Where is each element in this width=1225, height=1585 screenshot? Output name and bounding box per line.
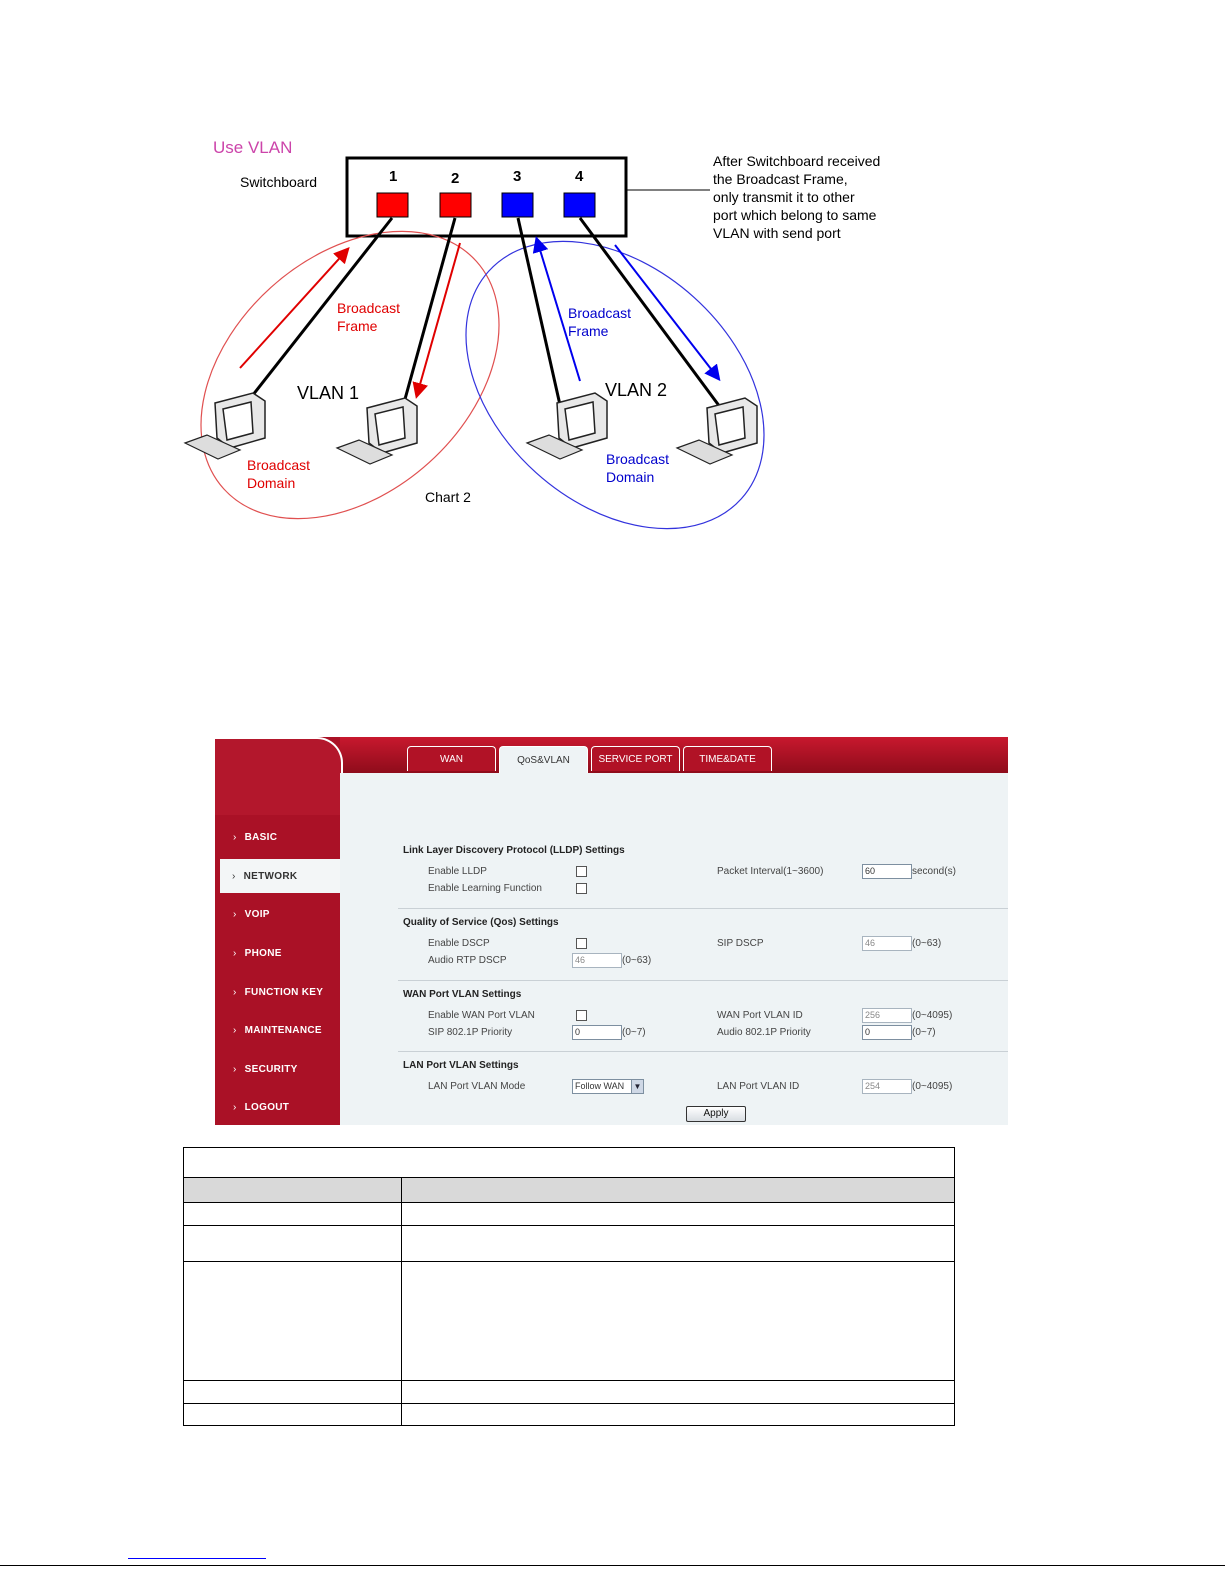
sip-priority-label: SIP 802.1P Priority: [428, 1027, 513, 1038]
frame-label-left-2: Frame: [337, 318, 378, 334]
sip-priority-input[interactable]: 0: [572, 1025, 622, 1040]
sidebar-header: [215, 737, 343, 815]
divider: [398, 1051, 1008, 1052]
lan-vlan-id-input[interactable]: 254: [862, 1079, 912, 1094]
nav-label: PHONE: [244, 948, 282, 959]
computer-icon: [337, 398, 417, 464]
footer-rule: [0, 1565, 1225, 1566]
port-2: [440, 193, 471, 217]
chevron-right-icon: ›: [232, 870, 236, 882]
divider: [398, 908, 1008, 909]
domain-label-left-1: Broadcast: [247, 457, 311, 473]
nav-label: NETWORK: [243, 870, 298, 882]
footer-link-underline: [128, 1558, 266, 1559]
note-line-3: only transmit it to other: [713, 189, 855, 205]
chevron-right-icon: ›: [233, 1064, 237, 1075]
qos-section-title: Quality of Service (Qos) Settings: [403, 917, 559, 928]
nav-phone[interactable]: [233, 948, 282, 959]
nav-security[interactable]: [233, 1064, 298, 1075]
lan-vlan-mode-select[interactable]: [572, 1079, 644, 1094]
port-number-4: 4: [575, 168, 584, 185]
tab-wan[interactable]: WAN: [407, 746, 496, 771]
parameter-table: [183, 1147, 955, 1426]
vlan-diagram: [180, 125, 900, 530]
audio-rtp-dscp-input[interactable]: 46: [572, 953, 622, 968]
tab-service-port[interactable]: SERVICE PORT: [591, 746, 680, 771]
lan-vlan-id-range: (0~4095): [912, 1081, 953, 1092]
chevron-right-icon: ›: [233, 832, 237, 843]
port-number-2: 2: [451, 170, 460, 187]
table-row: [184, 1381, 955, 1404]
lan-vlan-mode-value: Follow WAN: [575, 1081, 625, 1091]
nav-network[interactable]: [220, 859, 340, 893]
chevron-down-icon: ▼: [631, 1080, 643, 1093]
packet-interval-unit: second(s): [912, 866, 956, 877]
wan-vlan-id-range: (0~4095): [912, 1010, 953, 1021]
computer-icon: [677, 398, 757, 464]
lan-vlan-mode-label: LAN Port VLAN Mode: [428, 1081, 526, 1092]
table-title-row: [184, 1148, 955, 1178]
apply-button[interactable]: Apply: [686, 1106, 746, 1122]
audio-priority-input[interactable]: 0: [862, 1025, 912, 1040]
chart-caption: Chart 2: [425, 489, 471, 505]
domain-label-right-1: Broadcast: [606, 451, 670, 467]
frame-label-left-1: Broadcast: [337, 300, 401, 316]
enable-lldp-label: Enable LLDP: [428, 866, 487, 877]
chevron-right-icon: ›: [233, 948, 237, 959]
vlan1-label: VLAN 1: [297, 383, 360, 403]
vlan2-label: VLAN 2: [605, 380, 668, 400]
enable-lldp-checkbox[interactable]: [576, 866, 587, 877]
audio-priority-label: Audio 802.1P Priority: [717, 1027, 811, 1038]
nav-maintenance[interactable]: [233, 1025, 322, 1036]
wan-vlan-section-title: WAN Port VLAN Settings: [403, 989, 522, 1000]
enable-wan-vlan-checkbox[interactable]: [576, 1010, 587, 1021]
port-3: [502, 193, 533, 217]
enable-dscp-checkbox[interactable]: [576, 938, 587, 949]
chevron-right-icon: ›: [233, 909, 237, 920]
enable-wan-vlan-label: Enable WAN Port VLAN: [428, 1010, 535, 1021]
port-number-1: 1: [389, 168, 398, 185]
note-line-4: port which belong to same: [713, 207, 877, 223]
table-row: [184, 1404, 955, 1426]
nav-function-key[interactable]: [233, 987, 323, 998]
switchboard-label: Switchboard: [240, 174, 318, 190]
nav-label: VOIP: [244, 909, 270, 920]
table-row: [184, 1262, 955, 1381]
wan-vlan-id-input[interactable]: 256: [862, 1008, 912, 1023]
lan-vlan-section-title: LAN Port VLAN Settings: [403, 1060, 519, 1071]
nav-logout[interactable]: [233, 1102, 289, 1113]
nav-label: FUNCTION KEY: [244, 987, 324, 998]
note-line-5: VLAN with send port: [713, 225, 841, 241]
domain-label-right-2: Domain: [606, 469, 655, 485]
audio-priority-range: (0~7): [912, 1027, 936, 1038]
port-number-3: 3: [513, 168, 522, 185]
tab-bar: [407, 746, 772, 773]
computer-icon: [527, 393, 607, 459]
note-line-1: After Switchboard received: [713, 153, 881, 169]
sip-dscp-range: (0~63): [912, 938, 942, 949]
table-row: [184, 1226, 955, 1262]
enable-learning-label: Enable Learning Function: [428, 883, 542, 894]
wan-vlan-id-label: WAN Port VLAN ID: [717, 1010, 803, 1021]
enable-dscp-label: Enable DSCP: [428, 938, 490, 949]
frame-label-right-1: Broadcast: [568, 305, 632, 321]
computer-icon: [185, 393, 265, 459]
tab-qos-vlan[interactable]: QoS&VLAN: [499, 746, 588, 773]
table-header-row: [184, 1178, 955, 1203]
lan-vlan-id-label: LAN Port VLAN ID: [717, 1081, 800, 1092]
chevron-right-icon: ›: [233, 987, 237, 998]
domain-label-left-2: Domain: [247, 475, 296, 491]
enable-learning-checkbox[interactable]: [576, 883, 587, 894]
nav-label: MAINTENANCE: [244, 1025, 322, 1036]
lldp-section-title: Link Layer Discovery Protocol (LLDP) Settings: [403, 845, 625, 856]
sip-dscp-input[interactable]: 46: [862, 936, 912, 951]
nav-label: SECURITY: [244, 1064, 298, 1075]
sip-dscp-label: SIP DSCP: [717, 938, 764, 949]
nav-voip[interactable]: [233, 909, 270, 920]
sip-priority-range: (0~7): [622, 1027, 646, 1038]
qos-vlan-settings-screen: [215, 737, 1008, 1125]
table-row: [184, 1203, 955, 1226]
port-1: [377, 193, 408, 217]
nav-label: BASIC: [244, 832, 278, 843]
audio-rtp-dscp-range: (0~63): [622, 955, 652, 966]
frame-label-right-2: Frame: [568, 323, 609, 339]
packet-interval-label: Packet Interval(1~3600): [717, 866, 824, 877]
nav-label: LOGOUT: [244, 1102, 290, 1113]
chevron-right-icon: ›: [233, 1025, 237, 1036]
divider: [398, 980, 1008, 981]
packet-interval-input[interactable]: 60: [862, 864, 912, 879]
diagram-title: Use VLAN: [213, 138, 293, 157]
audio-rtp-dscp-label: Audio RTP DSCP: [428, 955, 507, 966]
chevron-right-icon: ›: [233, 1102, 237, 1113]
tab-time-date[interactable]: TIME&DATE: [683, 746, 772, 771]
nav-basic[interactable]: [233, 832, 277, 843]
note-line-2: the Broadcast Frame,: [713, 171, 848, 187]
port-4: [564, 193, 595, 217]
